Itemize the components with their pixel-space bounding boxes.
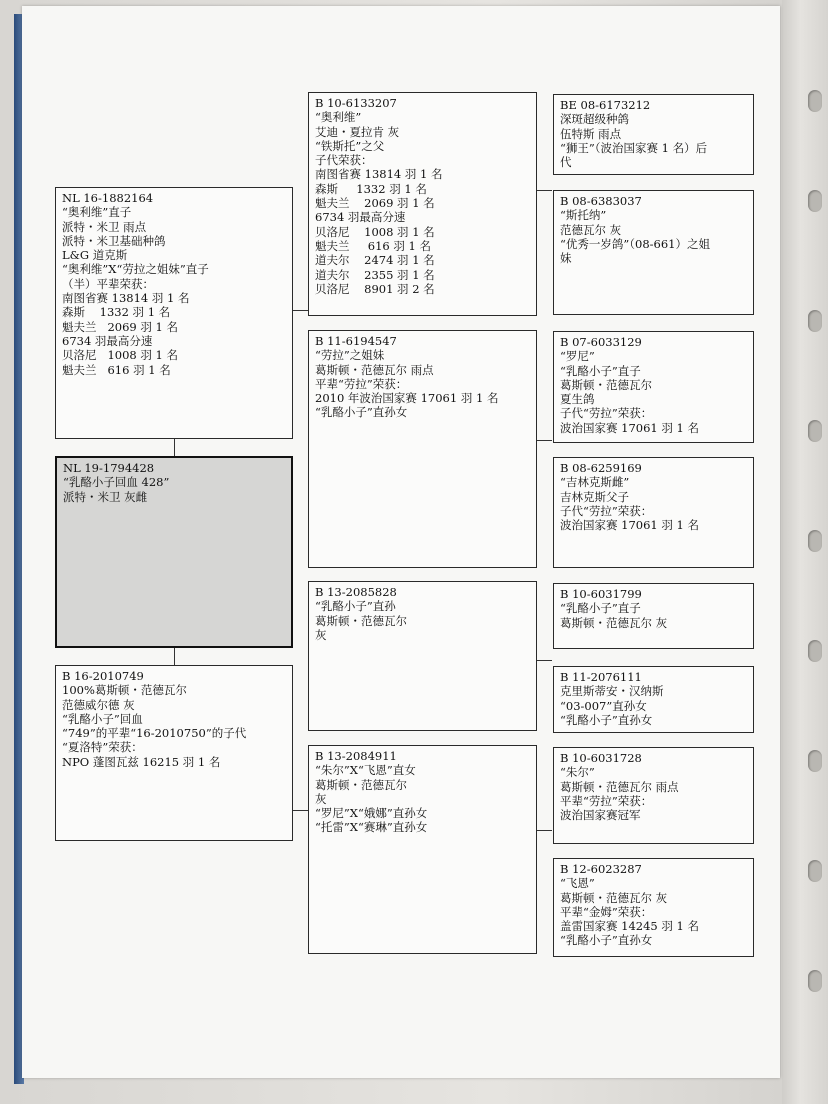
result-line: 魁夫兰 616 羽 1 名 bbox=[315, 238, 432, 253]
connector-line bbox=[174, 438, 175, 456]
connector-line bbox=[292, 310, 308, 311]
result-line: 波治国家赛冠军 bbox=[560, 808, 641, 823]
great-grandparent-card bbox=[553, 331, 754, 443]
info-line: “夏洛特”荣获： bbox=[62, 740, 143, 755]
info-line: “优秀一岁鸽”（08-661）之姐 bbox=[560, 236, 710, 251]
sire-card bbox=[55, 187, 293, 439]
dam-dam-card bbox=[308, 745, 537, 954]
dam-card bbox=[55, 665, 293, 841]
pigeon-name: “朱尔” bbox=[560, 765, 595, 780]
info-line: “乳酪小子”直孙女 bbox=[315, 405, 408, 420]
connector-line bbox=[292, 810, 308, 811]
result-line: 贝洛尼 1008 羽 1 名 bbox=[315, 224, 435, 239]
info-line: 代 bbox=[560, 155, 572, 170]
ring-number: BE 08-6173212 bbox=[560, 98, 651, 112]
info-line: （半）平辈荣获： bbox=[62, 276, 154, 291]
great-grandparent-card bbox=[553, 190, 754, 315]
pigeon-name: “罗尼” bbox=[560, 349, 595, 364]
breeder-color: 派特・米卫 雨点 bbox=[62, 219, 147, 234]
breeder-color: 伍特斯 雨点 bbox=[560, 126, 622, 141]
result-line: 道夫尔 2474 羽 1 名 bbox=[315, 253, 435, 268]
result-line: 魁夫兰 2069 羽 1 名 bbox=[62, 319, 179, 334]
pigeon-name: “飞恩” bbox=[560, 876, 595, 891]
connector-line bbox=[536, 190, 552, 191]
pigeon-name: “斯托纳” bbox=[560, 208, 607, 223]
result-line: 南图省赛 13814 羽 1 名 bbox=[62, 291, 190, 306]
result-line: 2010 年波治国家赛 17061 羽 1 名 bbox=[315, 391, 499, 406]
connector-line bbox=[536, 830, 552, 831]
ring-number: B 11-6194547 bbox=[315, 334, 397, 348]
breeder-color: 范德瓦尔 灰 bbox=[560, 222, 622, 237]
info-line: “乳酪小子”直孙女 bbox=[560, 933, 653, 948]
sire-dam-card bbox=[308, 330, 537, 568]
punch-hole bbox=[808, 420, 822, 442]
result-line: 南图省赛 13814 羽 1 名 bbox=[315, 167, 443, 182]
breeder-color: 艾迪・夏拉肯 灰 bbox=[315, 124, 400, 139]
great-grandparent-card bbox=[553, 858, 754, 957]
result-line: 波治国家赛 17061 羽 1 名 bbox=[560, 420, 700, 435]
info-line: L&G 道克斯 bbox=[62, 248, 128, 263]
info-line: 灰 bbox=[315, 791, 327, 806]
punch-hole bbox=[808, 640, 822, 662]
ring-number: NL 16-1882164 bbox=[62, 191, 154, 205]
subject-pigeon-card bbox=[55, 456, 293, 648]
pigeon-name: “乳酪小子”直子 bbox=[560, 601, 641, 616]
info-line: “乳酪小子”直孙女 bbox=[560, 712, 653, 727]
info-line: “托雷”X“赛琳”直孙女 bbox=[315, 820, 428, 835]
info-line: 子代“劳拉”荣获： bbox=[560, 406, 653, 421]
sleeve-edge bbox=[782, 0, 828, 1104]
result-line: 盖雷国家赛 14245 羽 1 名 bbox=[560, 919, 700, 934]
great-grandparent-card bbox=[553, 666, 754, 733]
result-line: 贝洛尼 8901 羽 2 名 bbox=[315, 281, 435, 296]
info-line: 夏生鸽 bbox=[560, 392, 595, 407]
info-line: “749”的平辈“16-2010750”的子代 bbox=[62, 726, 247, 741]
info-line: “奥利维”X“劳拉之姐妹”直子 bbox=[62, 262, 209, 277]
info-line: 灰 bbox=[315, 627, 327, 642]
punch-hole bbox=[808, 190, 822, 212]
ring-number: B 10-6031728 bbox=[560, 751, 642, 765]
ring-number: B 13-2085828 bbox=[315, 585, 397, 599]
punch-hole bbox=[808, 530, 822, 552]
breeder-color: 葛斯顿・范德瓦尔 bbox=[315, 777, 407, 792]
pigeon-name: “劳拉”之姐妹 bbox=[315, 348, 385, 363]
result-line: 道夫尔 2355 羽 1 名 bbox=[315, 267, 435, 282]
result-line: 森斯 1332 羽 1 名 bbox=[315, 181, 427, 196]
punch-hole bbox=[808, 750, 822, 772]
info-line: “狮王”（波治国家赛 1 名）后 bbox=[560, 140, 708, 155]
ring-number: B 08-6383037 bbox=[560, 194, 642, 208]
info-line: “乳酪小子”直子 bbox=[560, 363, 641, 378]
ring-number: B 07-6033129 bbox=[560, 335, 642, 349]
breeder-color: 派特・米卫 灰雌 bbox=[63, 489, 148, 504]
ring-number: B 08-6259169 bbox=[560, 461, 642, 475]
great-grandparent-card bbox=[553, 94, 754, 175]
punch-hole bbox=[808, 310, 822, 332]
punch-hole bbox=[808, 970, 822, 992]
punch-hole bbox=[808, 860, 822, 882]
ring-number: B 13-2084911 bbox=[315, 749, 397, 763]
info-line: 平辈“劳拉”荣获： bbox=[560, 793, 653, 808]
breeder-color: 葛斯顿・范德瓦尔 灰 bbox=[560, 890, 668, 905]
info-line: 100%葛斯顿・范德瓦尔 bbox=[62, 683, 187, 698]
breeder-color: 葛斯顿・范德瓦尔 雨点 bbox=[560, 779, 679, 794]
breeder-color: 吉林克斯父子 bbox=[560, 489, 629, 504]
connector-line bbox=[536, 440, 552, 441]
ring-number: B 12-6023287 bbox=[560, 862, 642, 876]
info-line: “罗尼”X“娥娜”直孙女 bbox=[315, 806, 428, 821]
connector-line bbox=[174, 647, 175, 665]
breeder-color: 范德威尔德 灰 bbox=[62, 697, 135, 712]
great-grandparent-card bbox=[553, 747, 754, 844]
ring-number: B 11-2076111 bbox=[560, 670, 642, 684]
breeder-color: 葛斯顿・范德瓦尔 雨点 bbox=[315, 362, 434, 377]
pigeon-name: “朱尔”X“飞恩”直女 bbox=[315, 763, 416, 778]
pigeon-name: “乳酪小子”直孙 bbox=[315, 599, 396, 614]
sire-sire-card bbox=[308, 92, 537, 316]
pigeon-name: 深斑超级种鸽 bbox=[560, 112, 629, 127]
info-line: 妹 bbox=[560, 251, 572, 266]
pigeon-name: “乳酪小子回血 428” bbox=[63, 475, 170, 490]
punch-hole bbox=[808, 90, 822, 112]
pigeon-name: “奥利维”直子 bbox=[62, 205, 132, 220]
ring-number: B 10-6031799 bbox=[560, 587, 642, 601]
breeder-color: 克里斯蒂安・汉纳斯 bbox=[560, 684, 664, 699]
great-grandparent-card bbox=[553, 583, 754, 649]
result-line: 贝洛尼 1008 羽 1 名 bbox=[62, 348, 179, 363]
great-grandparent-card bbox=[553, 457, 754, 568]
connector-line bbox=[536, 660, 552, 661]
info-line: “铁斯托”之父 bbox=[315, 138, 385, 153]
dam-sire-card bbox=[308, 581, 537, 731]
result-line: 森斯 1332 羽 1 名 bbox=[62, 305, 171, 320]
info-line: 子代“劳拉”荣获： bbox=[560, 503, 653, 518]
info-line: 派特・米卫基础种鸽 bbox=[62, 233, 166, 248]
info-line: 平辈“劳拉”荣获： bbox=[315, 376, 408, 391]
pigeon-name: “奥利维” bbox=[315, 110, 362, 125]
result-line: 魁夫兰 2069 羽 1 名 bbox=[315, 196, 435, 211]
info-line: “03-007”直孙女 bbox=[560, 698, 647, 713]
pigeon-name: “吉林克斯雌” bbox=[560, 475, 630, 490]
breeder-color: 葛斯顿・范德瓦尔 bbox=[560, 377, 652, 392]
result-line: 6734 羽最高分速 bbox=[62, 333, 153, 348]
breeder-color: 葛斯顿・范德瓦尔 灰 bbox=[560, 615, 668, 630]
ring-number: B 10-6133207 bbox=[315, 96, 397, 110]
result-line: 波治国家赛 17061 羽 1 名 bbox=[560, 518, 700, 533]
ring-number: NL 19-1794428 bbox=[63, 461, 155, 475]
result-line: 魁夫兰 616 羽 1 名 bbox=[62, 362, 171, 377]
result-line: NPO 蓬图瓦兹 16215 羽 1 名 bbox=[62, 754, 221, 769]
breeder-color: 葛斯顿・范德瓦尔 bbox=[315, 613, 407, 628]
result-line: 6734 羽最高分速 bbox=[315, 210, 406, 225]
info-line: 子代荣获： bbox=[315, 153, 373, 168]
ring-number: B 16-2010749 bbox=[62, 669, 144, 683]
info-line: 平辈“金姆”荣获： bbox=[560, 904, 653, 919]
info-line: “乳酪小子”回血 bbox=[62, 711, 143, 726]
